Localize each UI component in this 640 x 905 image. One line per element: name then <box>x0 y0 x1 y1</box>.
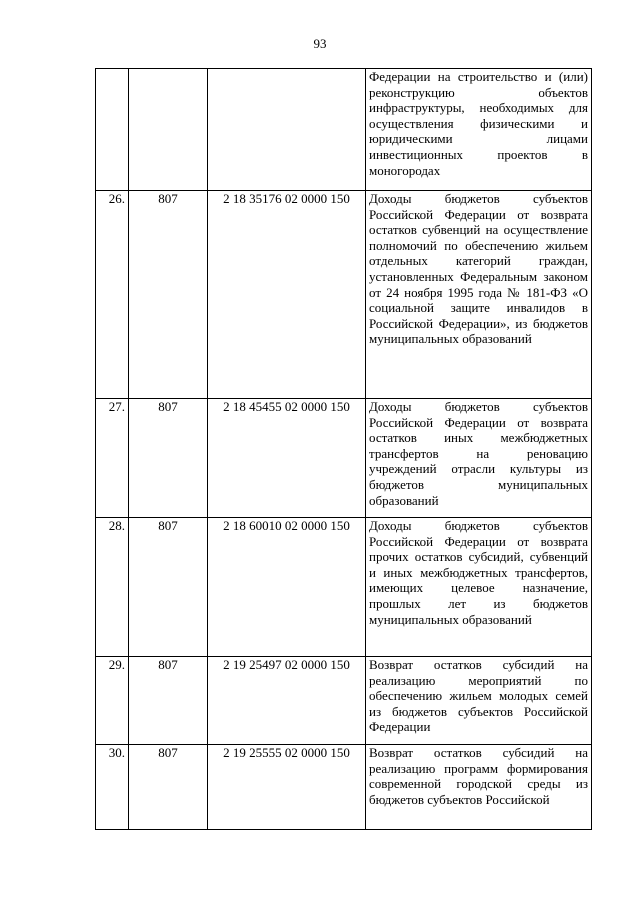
budget-classification-code: 2 19 25497 02 0000 150 <box>208 657 366 745</box>
budget-classification-code: 2 18 60010 02 0000 150 <box>208 518 366 657</box>
budget-table <box>95 68 592 830</box>
budget-classification-code <box>208 69 366 191</box>
table-row <box>96 399 592 518</box>
budget-classification-code: 2 18 35176 02 0000 150 <box>208 191 366 399</box>
revenue-description: Доходы бюджетов субъектов Российской Федерации от возврата прочих остатков субсидий, субвенций и иных межбюджетных трансфертов, имеющих целевое назначение, прошлых лет из бюджетов муниципальных образований <box>366 518 592 657</box>
row-index: 26. <box>96 191 129 399</box>
admin-code: 807 <box>129 518 208 657</box>
revenue-description: Федерации на строительство и (или) реконструкцию объектов инфраструктуры, необходимых для осуществления физическими и юридическими лицами инвестиционных проектов в моногородах <box>366 69 592 191</box>
table-row <box>96 191 592 399</box>
table-row <box>96 657 592 745</box>
admin-code <box>129 69 208 191</box>
table-row <box>96 69 592 191</box>
table-row <box>96 745 592 830</box>
admin-code: 807 <box>129 399 208 518</box>
revenue-description: Возврат остатков субсидий на реализацию программ формирования современной городской среды из бюджетов субъектов Российской <box>366 745 592 830</box>
admin-code: 807 <box>129 745 208 830</box>
row-index: 30. <box>96 745 129 830</box>
admin-code: 807 <box>129 657 208 745</box>
revenue-description: Доходы бюджетов субъектов Российской Федерации от возврата остатков иных межбюджетных трансфертов на реновацию учреждений отрасли культуры из бюджетов муниципальных образований <box>366 399 592 518</box>
revenue-description: Возврат остатков субсидий на реализацию мероприятий по обеспечению жильем молодых семей из бюджетов субъектов Российской Федерации <box>366 657 592 745</box>
row-index: 29. <box>96 657 129 745</box>
row-index: 28. <box>96 518 129 657</box>
admin-code: 807 <box>129 191 208 399</box>
row-index <box>96 69 129 191</box>
table-row <box>96 518 592 657</box>
revenue-description: Доходы бюджетов субъектов Российской Федерации от возврата остатков субвенций на осуществление полномочий по обеспечению жильем отдельных категорий граждан, установленных Федеральным законом от 24 ноября 1995 года № 181-ФЗ «О социальной защите инвалидов в Российской Федерации», из бюджетов муниципальных образований <box>366 191 592 399</box>
budget-classification-code: 2 18 45455 02 0000 150 <box>208 399 366 518</box>
budget-classification-code: 2 19 25555 02 0000 150 <box>208 745 366 830</box>
row-index: 27. <box>96 399 129 518</box>
page-number: 93 <box>313 36 327 51</box>
